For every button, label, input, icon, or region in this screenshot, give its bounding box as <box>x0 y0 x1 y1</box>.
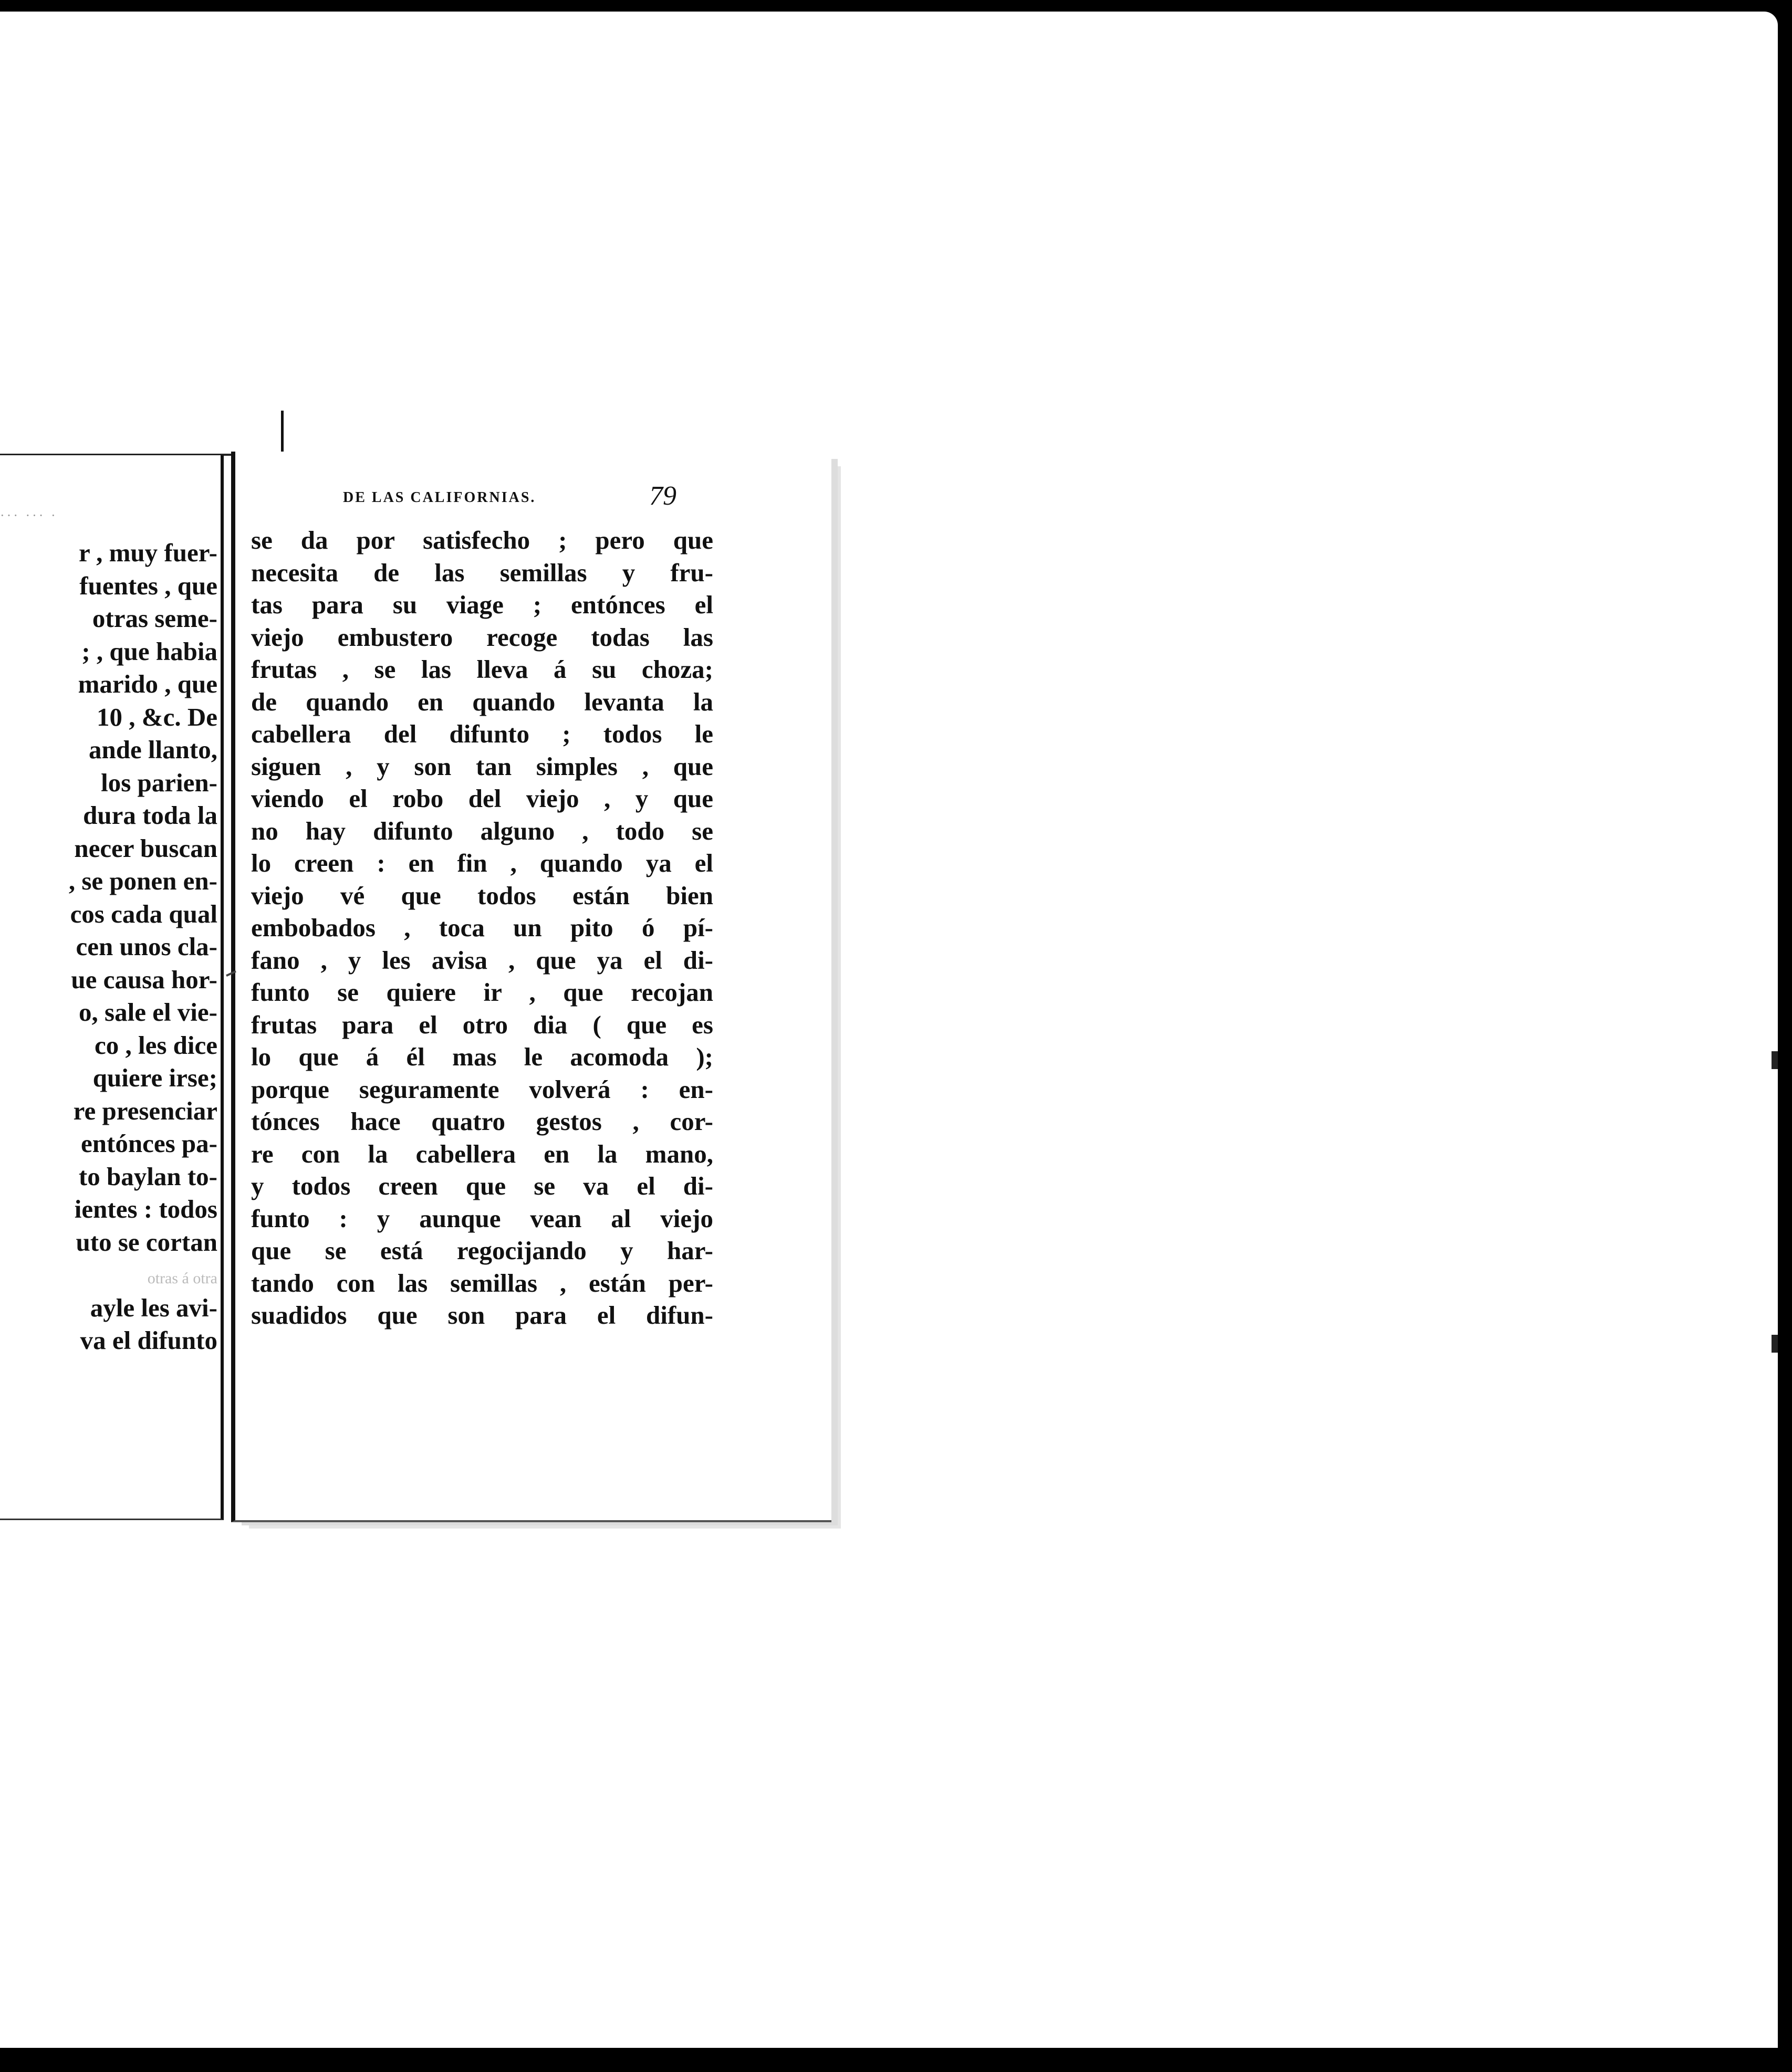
text-line: viejo embustero recoge todas las <box>251 622 713 652</box>
text-line: re con la cabellera en la mano, <box>251 1139 713 1168</box>
text-line: viendo el robo del viejo , y que <box>251 784 713 813</box>
text-line: co , les dice <box>94 1030 217 1060</box>
text-line: otras seme- <box>92 604 217 633</box>
right-page-text <box>251 524 713 1332</box>
edge-mark <box>1772 1335 1778 1353</box>
text-line: cos cada qual <box>70 899 217 928</box>
text-line: r , muy fuer- <box>79 538 217 567</box>
microfilm-sheet <box>0 12 1778 2048</box>
text-line: tando con las semillas , están per- <box>251 1268 713 1297</box>
text-line: uto se cortan <box>76 1227 217 1257</box>
text-line: embobados , toca un pito ó pí- <box>251 913 713 942</box>
text-line: necesita de las semillas y fru- <box>251 558 713 587</box>
text-line: ientes : todos <box>74 1195 217 1223</box>
text-line: que se está regocijando y har- <box>251 1236 713 1265</box>
text-line: fano , y les avisa , que ya el di- <box>251 945 713 975</box>
text-line: dura toda la <box>83 801 217 830</box>
text-line: re presenciar <box>73 1096 217 1125</box>
text-line: cen unos cla- <box>76 932 217 961</box>
text-line: funto : y aunque vean al viejo <box>251 1204 713 1233</box>
text-line: frutas para el otro dia ( que es <box>251 1010 713 1039</box>
text-line: suadidos que son para el difun- <box>251 1301 713 1330</box>
text-line: se da por satisfecho ; pero que <box>251 526 713 554</box>
text-line: no hay difunto alguno , todo se <box>251 816 713 845</box>
text-line: fuentes , que <box>79 571 217 600</box>
text-line: marido , que <box>78 669 217 698</box>
text-line: o, sale el vie- <box>79 998 217 1027</box>
text-line: tónces hace quatro gestos , cor- <box>251 1107 713 1136</box>
text-line: to baylan to- <box>78 1161 217 1191</box>
text-line: viejo vé que todos están bien <box>251 881 713 910</box>
text-line: tas para su viage ; entónces el <box>251 590 713 619</box>
text-line: entónces pa- <box>81 1129 217 1158</box>
text-line: va el difunto <box>80 1326 217 1355</box>
text-line: ayle les avi- <box>90 1293 217 1322</box>
text-line: de quando en quando levanta la <box>251 687 713 716</box>
text-line: lo que á él mas le acomoda ); <box>251 1042 713 1071</box>
edge-mark <box>1772 1051 1778 1069</box>
left-page <box>0 455 224 1520</box>
text-line: los parien- <box>101 768 217 797</box>
text-line: necer buscan <box>74 833 217 863</box>
right-page <box>231 452 831 1522</box>
text-line faded-line <box>0 1259 217 1292</box>
text-line: porque seguramente volverá : en- <box>251 1074 713 1104</box>
text-line: ue causa hor- <box>71 965 217 994</box>
text-line: siguen , y son tan simples , que <box>251 751 713 781</box>
page-edge-tick <box>281 411 284 458</box>
running-head: DE LAS CALIFORNIAS. <box>343 489 536 506</box>
page-number: 79 <box>649 481 676 511</box>
text-line: funto se quiere ir , que recojan <box>251 978 713 1007</box>
text-line: ; , que habia <box>81 636 217 666</box>
text-line: quiere irse; <box>92 1063 217 1092</box>
text-line: ande llanto, <box>88 735 217 764</box>
text-line: , se ponen en- <box>68 866 217 895</box>
text-line: lo creen : en fin , quando ya el <box>251 849 713 877</box>
text-line: frutas , se las lleva á su choza; <box>251 655 713 684</box>
faded-text: otras á otra <box>147 1270 217 1287</box>
text-line: 10 , &c. De <box>97 702 217 731</box>
left-page-text <box>0 537 217 1357</box>
text-line: y todos creen que se va el di- <box>251 1171 713 1200</box>
left-page-header-fragment: ··· ··· · <box>0 508 58 523</box>
text-line: cabellera del difunto ; todos le <box>251 719 713 748</box>
